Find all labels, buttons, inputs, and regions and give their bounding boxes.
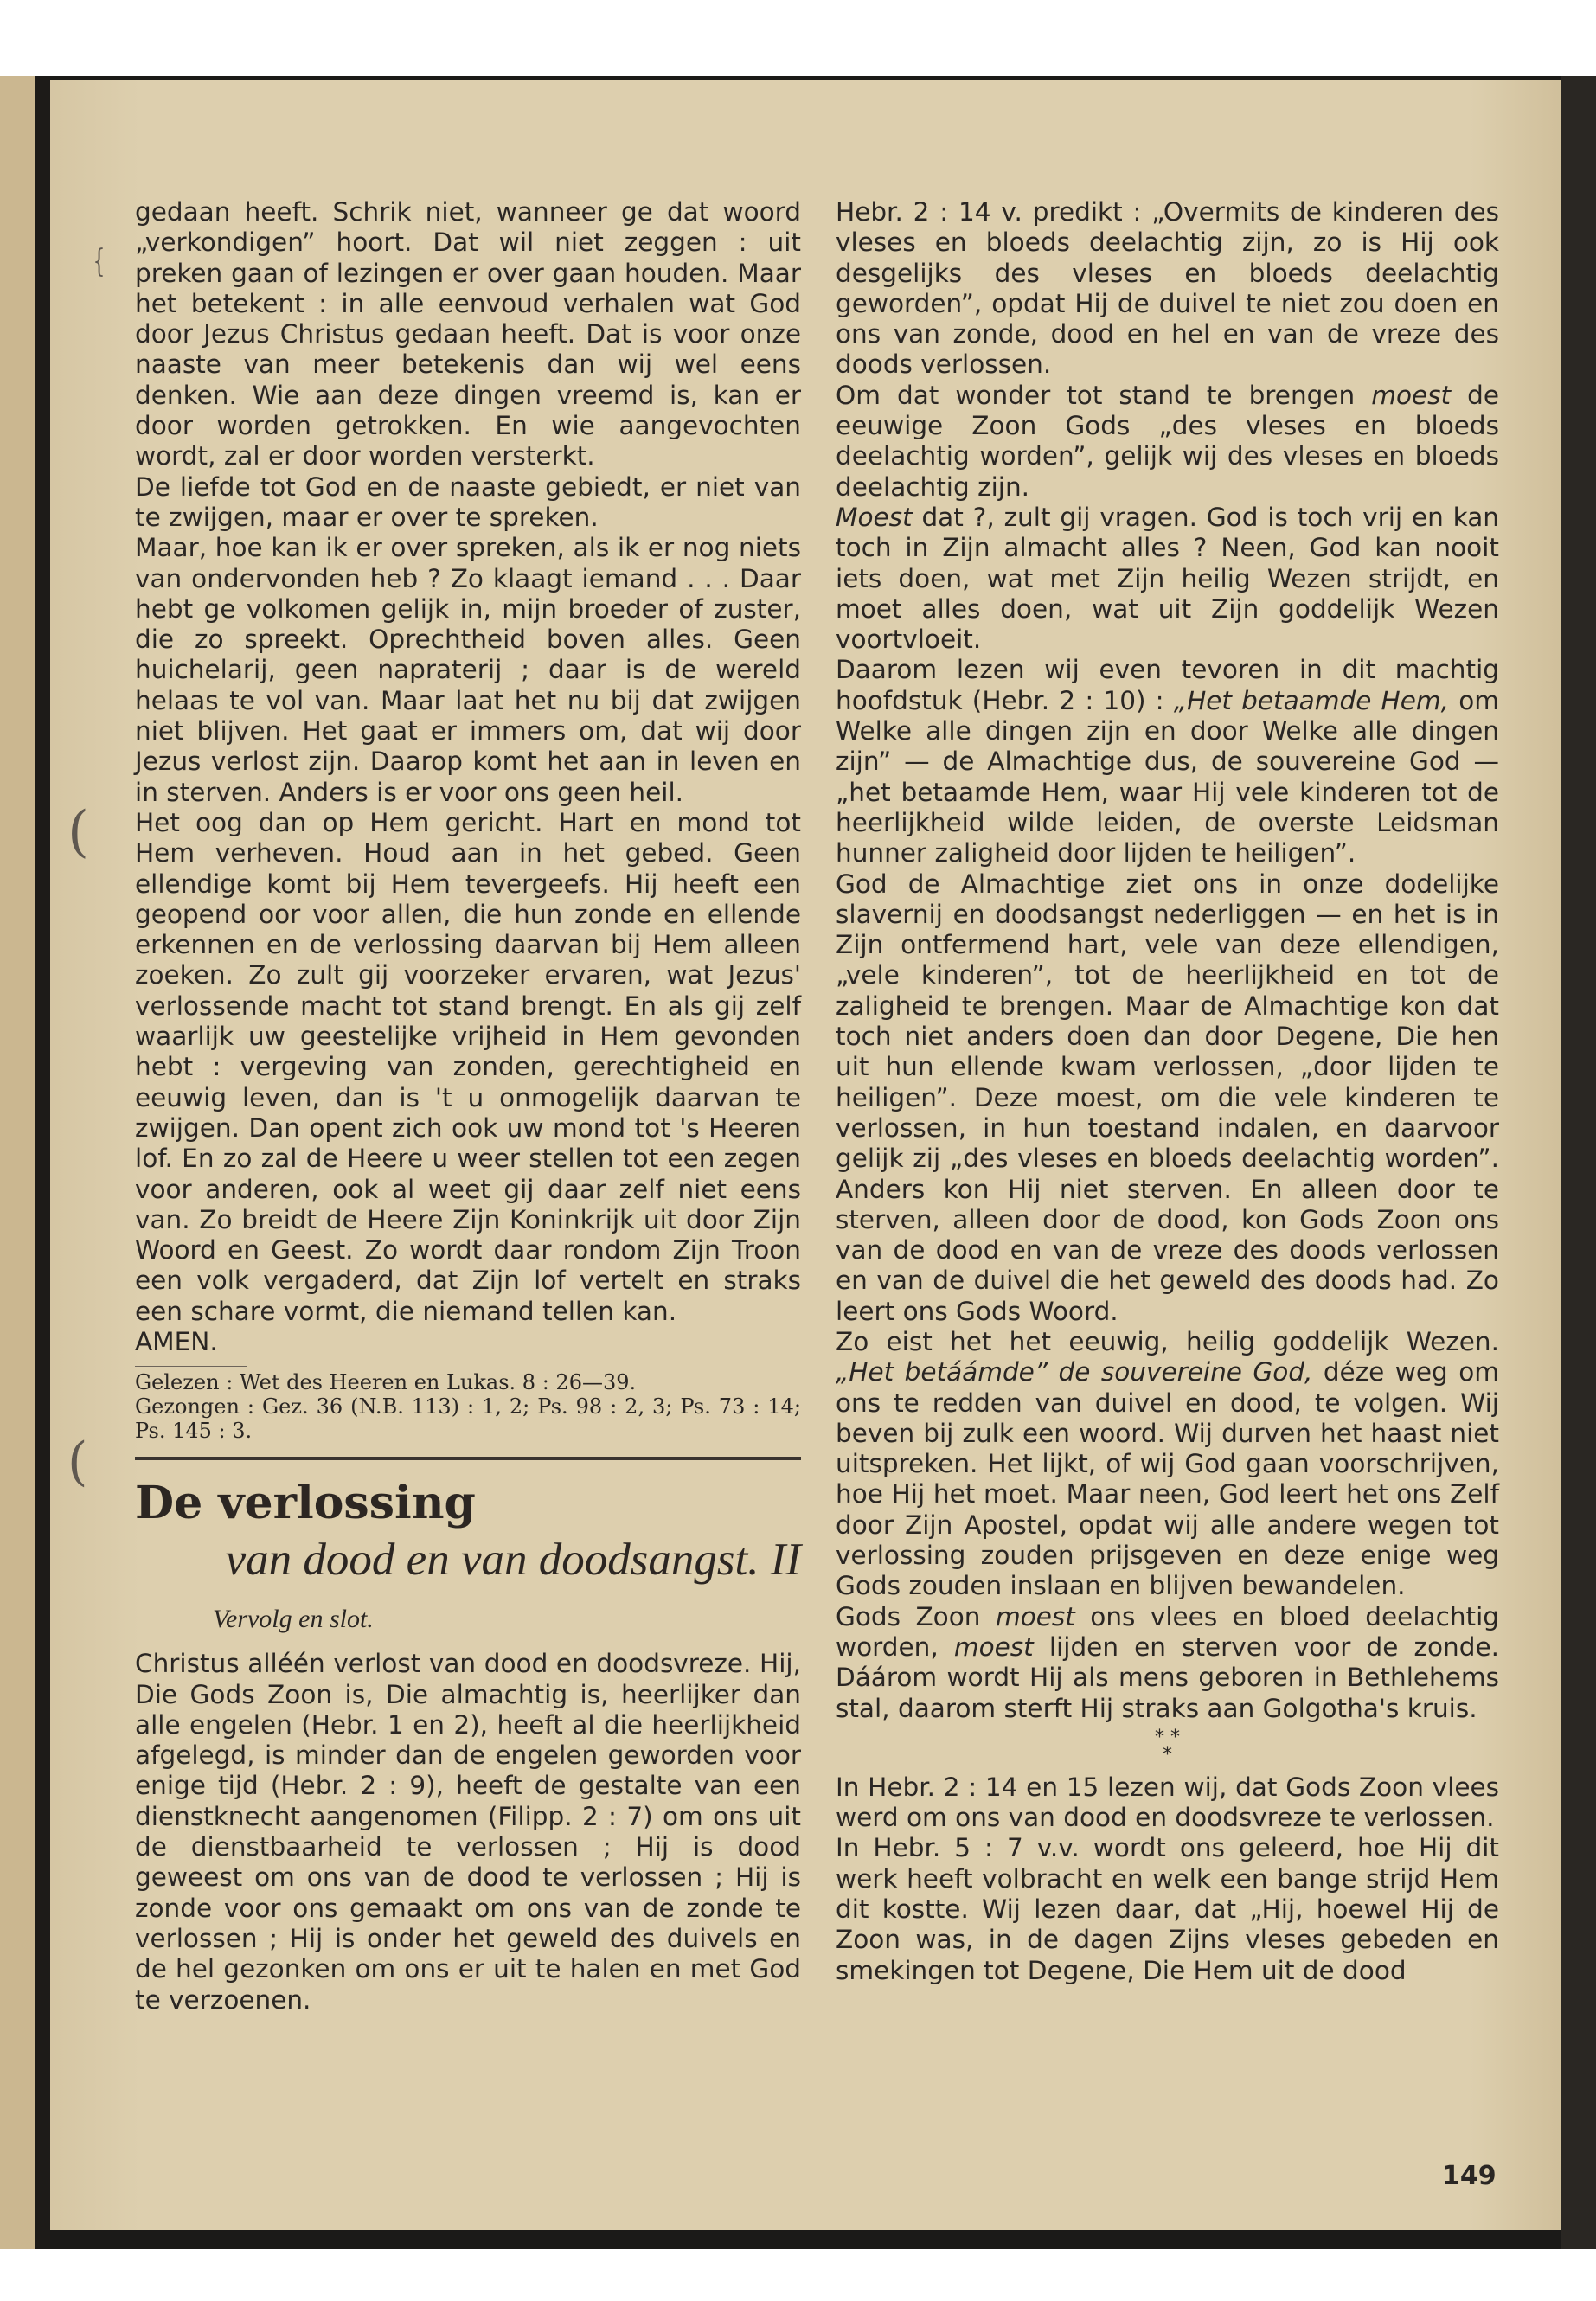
text-run: de eeuwige Zoon Gods „des vleses en bloeds deelachtig worden”, gelijk wij des vleses en bloeds deelachtig zijn.	[836, 380, 1499, 502]
emphasis: „Het betáámde” de souvereine God,	[836, 1357, 1313, 1388]
emphasis: moest	[1371, 380, 1452, 410]
amen-closing: AMEN.	[135, 1326, 218, 1356]
left-column	[135, 197, 801, 2016]
article-divider	[135, 1457, 801, 1460]
paragraph	[836, 1327, 1499, 1602]
text-run: lijden en sterven voor de zonde. Dáárom wordt Hij als mens geboren in Bethlehems stal, daarom sterft Hij straks aan Golgotha's kruis.	[836, 1631, 1499, 1723]
paragraph	[836, 381, 1499, 503]
readings-line: Gelezen : Wet des Heeren en Lukas. 8 : 26—39.	[135, 1370, 637, 1395]
page-number: 149	[1442, 2161, 1497, 2191]
scan-margin-top	[0, 0, 1596, 76]
paragraph: gedaan heeft. Schrik niet, wanneer ge dat woord „verkondigen” hoort. Dat wil niet zeggen : uit preken gaan of lezingen er over gaan houden. Maar het betekent : in alle eenvoud verhalen wat God door Jezus Christus gedaan heeft. Dat is voor onze naaste van meer betekenis dan wij wel eens denken. Wie aan deze dingen vreemd is, kan er door worden getrokken. En wie aangevochten wordt, zal er door worden versterkt.	[135, 197, 801, 471]
previous-page-edge	[0, 76, 35, 2249]
paragraph	[836, 1602, 1499, 1724]
paragraph: God de Almachtige ziet ons in onze dodelijke slavernij en doodsangst nederliggen — en het is in Zijn ontfermend hart, vele van deze ellendigen, „vele kinderen”, tot de heerlijkheid en tot de zaligheid te brengen. Maar de Almachtige kon dat toch niet anders doen dan door Degene, Die hen uit hun ellende kwam verlossen, „door lijden te heiligen”. Deze moest, om die vele kinderen te verlossen, in hun toestand indalen, en daarvoor gelijk zij „des vleses en bloeds deelachtig worden”. Anders kon Hij niet sterven. En alleen door te sterven, alleen door de dood, kon Gods Zoon ons van de dood en van de vreze des doods verlossen en van de duivel die het geweld des doods had. Zo leert ons Gods Woord.	[836, 868, 1499, 1326]
paragraph: In Hebr. 5 : 7 v.v. wordt ons geleerd, hoe Hij dit werk heeft volbracht en welk een bange strijd Hem dit kostte. Wij lezen daar, dat „Hij, hoewel Hij de Zoon was, in de dagen Zijns vleses gebeden en smekingen tot Degene, Die Hem uit de dood	[836, 1833, 1499, 1985]
paragraph: Hebr. 2 : 14 v. predikt : „Overmits de kinderen des vleses en bloeds deelachtig zijn, zo is Hij ook desgelijks des vleses en bloeds deelachtig geworden”, opdat Hij de duivel te niet zou doen en ons van zonde, dood en hel en van de vreze des doods verlossen.	[836, 197, 1499, 380]
binding-gutter	[35, 76, 50, 2249]
text-run: Om dat wonder tot stand te brengen	[836, 380, 1372, 410]
paragraph: De liefde tot God en de naaste gebiedt, er niet van te zwijgen, maar er over te spreken.	[135, 471, 801, 532]
paragraph: Het oog dan op Hem gericht. Hart en mond tot Hem verheven. Houd aan in het gebed. Geen ellendige komt bij Hem tevergeefs. Hij heeft een geopend oor voor allen, die hun zonde en ellende erkennen en de verlossing daarvan bij Hem alleen zoeken. Zo zult gij voorzeker ervaren, wat Jezus' verlossende macht tot stand brengt. En als gij zelf waarlijk uw geestelijke vrijheid in Hem gevonden hebt : vergeving van zonden, gerechtigheid en eeuwig leven, dan is 't u onmogelijk daarvan te zwijgen. Dan opent zich ook uw mond tot 's Heeren lof. En zo zal de Heere u weer stellen tot een zegen voor anderen, ook al weet gij daar zelf niet eens van. Zo breidt de Heere Zijn Koninkrijk uit door Zijn Woord en Geest. Zo wordt daar rondom Zijn Troon een volk vergaderd, dat Zijn lof vertelt en straks een schare vormt, die niemand tellen kan.	[135, 807, 801, 1326]
continuation-note: Vervolg en slot.	[213, 1605, 374, 1634]
text-run: om Welke alle dingen zijn en door Welke alle dingen zijn” — de Almachtige dus, de souvereine God — „het betaamde Hem, waar Hij vele kinderen tot de heerlijkheid wilde leiden, de overste Leidsman hunner zaligheid door lijden te heiligen”.	[836, 685, 1499, 868]
text-run: déze weg om ons te redden van duivel en dood, te volgen. Wij beven bij zulk een woord. Wij durven het haast niet uitspreken. Het lijkt, of wij God gaan voorschrijven, hoe Hij het moet. Maar neen, God leert het ons Zelf door Zijn Apostel, opdat wij alle andere wegen tot verlossing zouden prijsgeven en deze enige weg Gods zouden inslaan en blijven bewandelen.	[836, 1357, 1499, 1601]
emphasis: moest	[953, 1631, 1034, 1662]
text-run: ons vlees en bloed deelachtig worden,	[836, 1601, 1500, 1662]
right-column	[836, 197, 1499, 1986]
paragraph	[836, 655, 1499, 868]
emphasis: „Het betaamde Hem,	[1173, 685, 1450, 715]
paragraph: Christus alléén verlost van dood en doodsvreze. Hij, Die Gods Zoon is, Die almachtig is, heerlijker dan alle engelen (Hebr. 1 en 2), heeft al die heerlijkheid afgelegd, is minder dan de engelen geworden voor enige tijd (Hebr. 2 : 9), heeft de gestalte van een dienstknecht aangenomen (Filipp. 2 : 7) om ons uit de dienstbaarheid te verlossen ; Hij is dood geweest om ons van de dood te verlossen ; Hij is zonde voor ons gemaakt om ons van de zonde te verlossen ; Hij is onder het geweld des duivels en de hel gezonken om ons er uit te halen en met God te verzoenen.	[135, 1649, 801, 2015]
songs-line: Gezongen : Gez. 36 (N.B. 113) : 1, 2; Ps. 98 : 2, 3; Ps. 73 : 14; Ps. 145 : 3.	[135, 1394, 801, 1444]
text-run: Zo eist het het eeuwig, heilig goddelijk Wezen.	[836, 1326, 1499, 1356]
text-run: Daarom lezen wij even tevoren in dit machtig hoofdstuk (Hebr. 2 : 10) :	[836, 655, 1499, 715]
margin-bracket-mark: {	[93, 244, 106, 279]
margin-c-mark-upper: (	[67, 800, 89, 864]
asterism	[836, 1726, 1499, 1766]
scan-margin-bottom	[0, 2249, 1596, 2301]
asterism-top: * *	[1155, 1726, 1180, 1748]
margin-c-mark-lower: (	[67, 1432, 88, 1492]
article-title: De verlossing	[135, 1477, 476, 1530]
emphasis: moest	[995, 1601, 1075, 1631]
paragraph: Maar, hoe kan ik er over spreken, als ik er nog niets van ondervonden heb ? Zo klaagt iemand . . . Daar hebt ge volkomen gelijk in, mijn broeder of zuster, die zo spreekt. Oprechtheid boven alles. Geen huichelarij, geen napraterij ; daar is de wereld helaas te vol van. Maar laat het nu bij dat zwijgen niet blijven. Het gaat er immers om, dat wij door Jezus verlost zijn. Daarop komt het aan in leven en in sterven. Anders is er voor ons geen heil.	[135, 533, 801, 807]
paragraph: In Hebr. 2 : 14 en 15 lezen wij, dat Gods Zoon vlees werd om ons van dood en doodsvreze te verlossen.	[836, 1772, 1499, 1833]
asterism-bottom: *	[1163, 1743, 1172, 1766]
paragraph	[836, 503, 1499, 655]
article-subtitle: van dood en van doodsangst. II	[225, 1535, 801, 1586]
text-run: dat ?, zult gij vragen. God is toch vrij en kan toch in Zijn almacht alles ? Neen, God kan nooit iets doen, wat met Zijn heilig Wezen strijdt, en moet alles doen, wat uit Zijn goddelijk Wezen voortvloeit.	[836, 502, 1499, 655]
book-edge-right	[1561, 76, 1596, 2249]
divider-short	[135, 1366, 247, 1367]
emphasis: Moest	[836, 502, 913, 532]
text-run: Gods Zoon	[836, 1601, 996, 1631]
